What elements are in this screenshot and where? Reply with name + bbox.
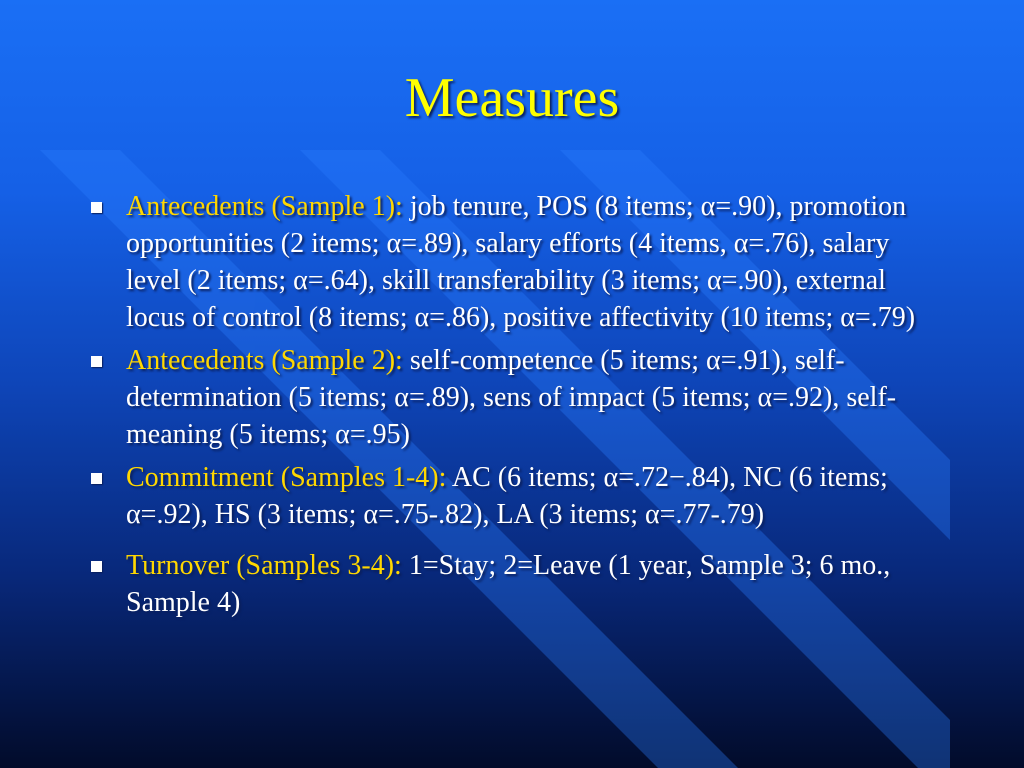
bullet-antecedents-sample-2 (88, 342, 948, 453)
bullet-text: self-competence (5 items; α=.91), self-determination (5 items; α=.89), sens of impact (5 items; α=.92), self-meaning (5 items; α=.95) (126, 345, 897, 450)
bullet-turnover (88, 547, 948, 621)
bullet-lead: Antecedents (Sample 2): (126, 345, 403, 376)
square-bullet-icon (91, 356, 102, 367)
bullet-antecedents-sample-1 (88, 188, 948, 336)
bullet-text: AC (6 items; α=.72−.84), NC (6 items; α=.92), HS (3 items; α=.75-.82), LA (3 items; α=.77-.79) (126, 462, 888, 530)
bullet-lead: Antecedents (Sample 1): (126, 191, 403, 222)
square-bullet-icon (91, 473, 102, 484)
bullet-list (88, 188, 948, 621)
bullet-text: job tenure, POS (8 items; α=.90), promotion opportunities (2 items; α=.89), salary efforts (4 items, α=.76), salary level (2 items; α=.64), skill transferability (3 items; α=.90), external locus of control (8 items; α=.86), positive affectivity (10 items; α=.79) (126, 191, 916, 333)
slide-title: Measures (404, 67, 620, 129)
square-bullet-icon (91, 561, 102, 572)
bullet-text: 1=Stay; 2=Leave (1 year, Sample 3; 6 mo., Sample 4) (126, 550, 891, 618)
bullet-commitment (88, 459, 948, 533)
bullet-lead: Commitment (Samples 1-4): (126, 462, 447, 493)
square-bullet-icon (91, 202, 102, 213)
bullet-lead: Turnover (Samples 3-4): (126, 550, 402, 581)
